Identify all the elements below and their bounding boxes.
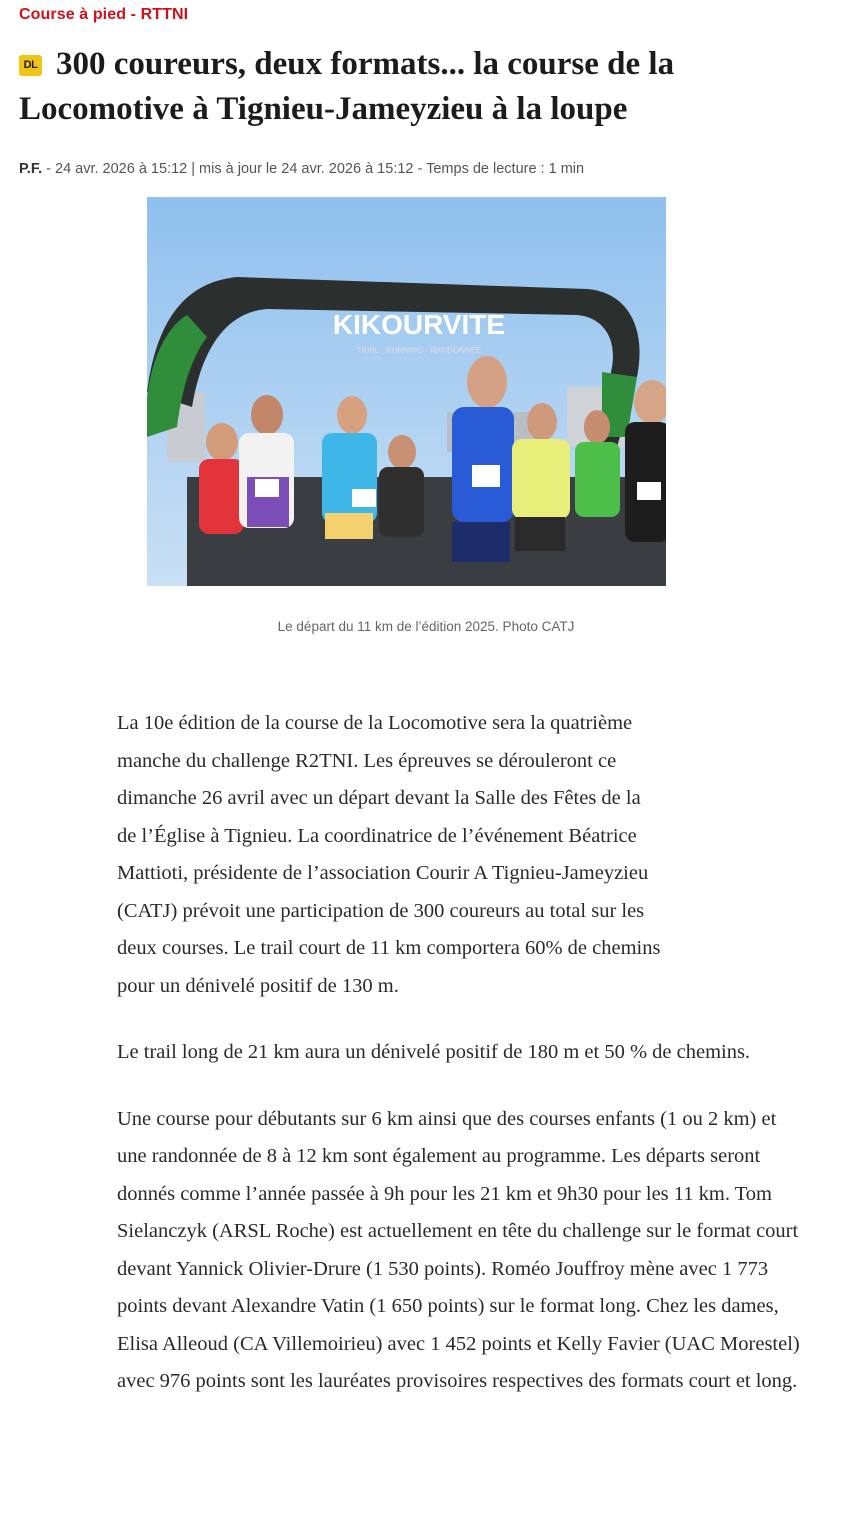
paragraph-line: de l’Église à Tignieu. La coordinatrice de l’événement Béatrice (117, 824, 637, 847)
article-photo[interactable] (147, 197, 666, 586)
paragraph-line: manche du challenge R2TNI. Les épreuves se dérouleront ce (117, 749, 617, 772)
arch-tagline-text: TRAIL · RUNNING · RANDONNÉE (356, 346, 482, 355)
race-start-photo (147, 197, 666, 586)
article-headline (19, 42, 819, 132)
author[interactable]: P.F. (19, 161, 43, 177)
updated-date: | mis à jour le 24 avr. 2026 à 15:12 (187, 161, 414, 177)
article-body (117, 705, 801, 1430)
paragraph-line: deux courses. Le trail court de 11 km comportera 60% de chemins (117, 937, 661, 959)
article-paragraph-2: Le trail long de 21 km aura un dénivelé positif de 180 m et 50 % de chemins. (117, 1041, 751, 1063)
arch-brand-text: KIKOURVITE (332, 309, 506, 340)
article-paragraph-1 (117, 705, 737, 1005)
photo-caption: Le départ du 11 km de l’édition 2025. Photo CATJ (277, 619, 575, 634)
meta-separator: - (42, 161, 55, 177)
dl-logo-icon: DL (19, 55, 42, 76)
paragraph-line: Mattioti, présidente de l’association Courir A Tignieu-Jameyzieu (117, 862, 649, 884)
paragraph-line: (CATJ) prévoit une participation de 300 coureurs au total sur les (117, 899, 645, 922)
paragraph-line: pour un dénivelé positif de 130 m. (117, 974, 399, 997)
article-paragraph-3: Une course pour débutants sur 6 km ainsi que des courses enfants (1 ou 2 km) et une randonnée de 8 à 12 km sont également au programme. Les départs seront donnés comme l’année passée à 9h pour les 21 km et 9h30 pour les 11 km. Tom Sielanczyk (ARSL Roche) est actuellement en tête du challenge sur le format court devant Yannick Olivier-Drure (1 530 points). Roméo Jouffroy mène avec 1 773 points devant Alexandre Vatin (1 650 points) sur le format long. Chez les dames, Elisa Alleoud (CA Villemoirieu) avec 1 452 points et Kelly Favier (UAC Morestel) avec 976 points sont les lauréates provisoires respectives des formats court et long. (117, 1107, 800, 1392)
paragraph-line: dimanche 26 avril avec un départ devant la Salle des Fêtes de la (117, 787, 641, 809)
article-meta (19, 161, 584, 177)
reading-time: - Temps de lecture : 1 min (413, 161, 585, 177)
category-label[interactable]: Course à pied - RTTNI (19, 6, 189, 23)
published-date: 24 avr. 2026 à 15:12 (55, 161, 188, 177)
paragraph-line: La 10e édition de la course de la Locomotive sera la quatrième (117, 712, 633, 734)
headline-text: 300 coureurs, deux formats... la course de la Locomotive à Tignieu-Jameyzieu à la loupe (19, 46, 675, 127)
